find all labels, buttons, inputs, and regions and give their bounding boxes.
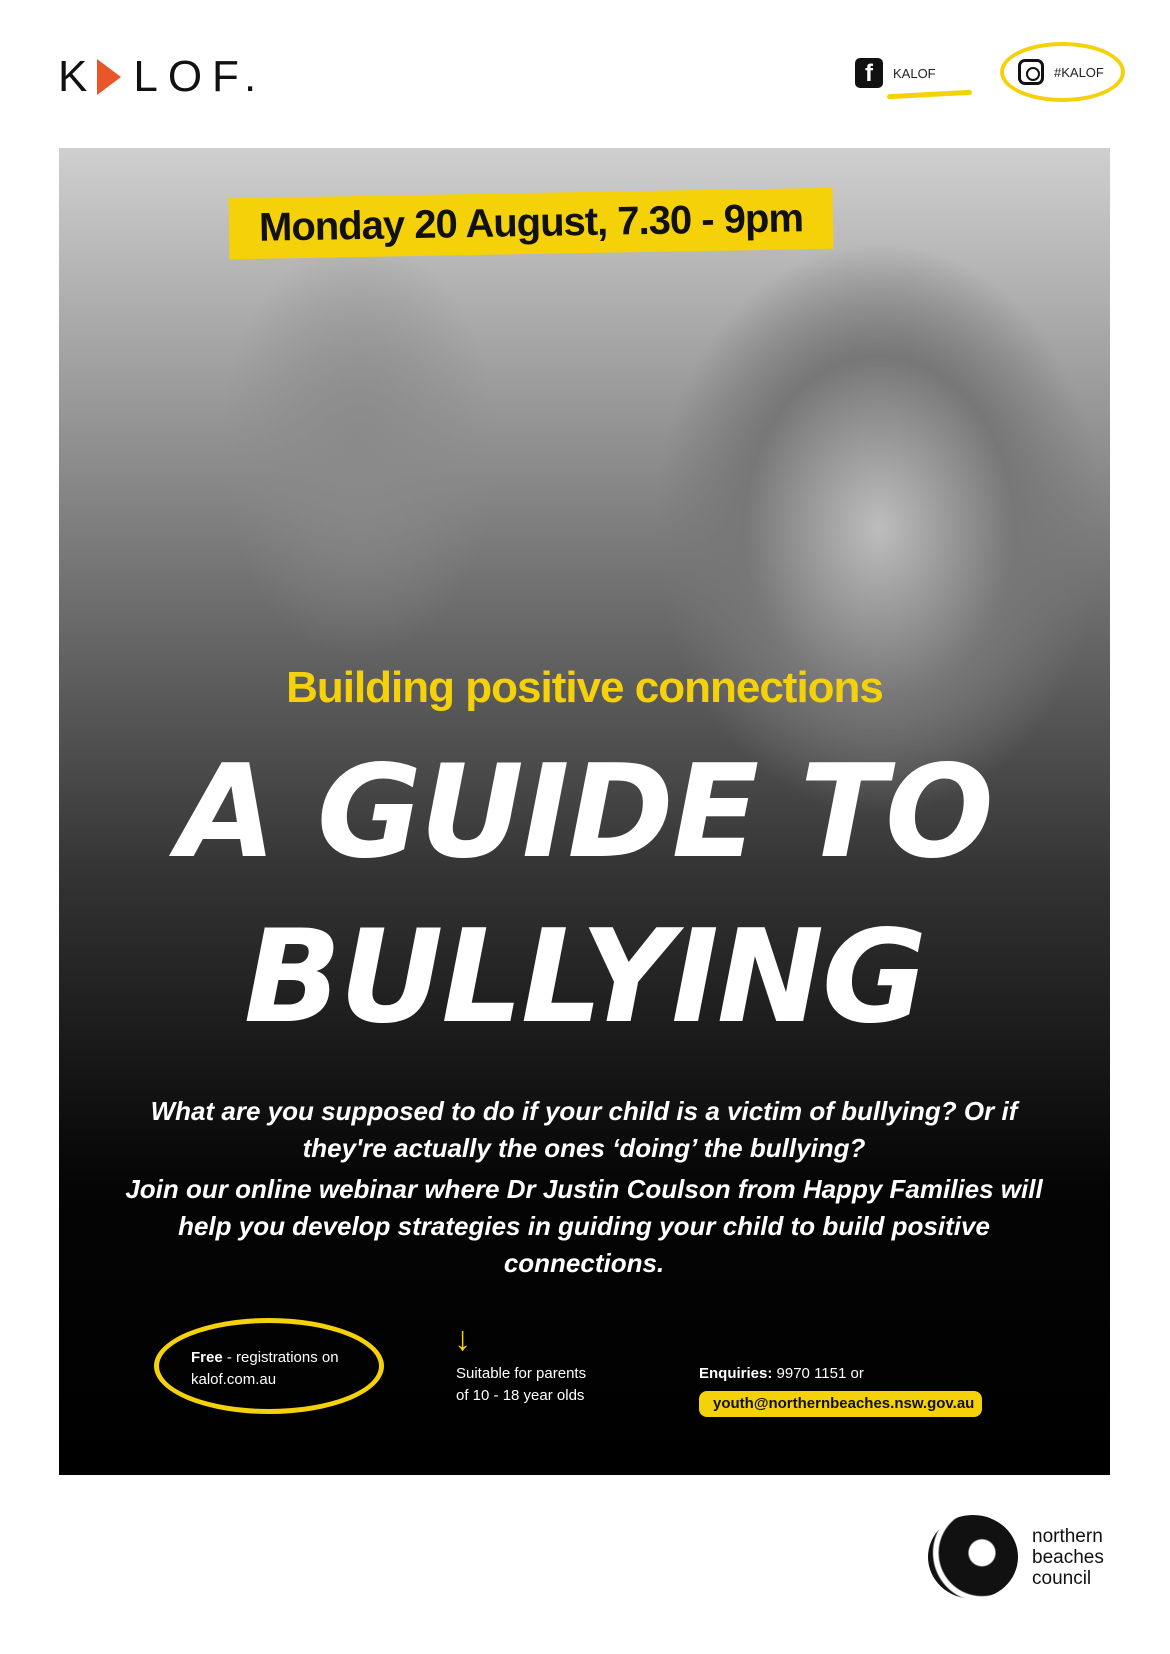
description-paragraph: Join our online webinar where Dr Justin Coulson from Happy Families will help you develop strategies in guiding your child to build positive connections. [125, 1174, 1043, 1278]
logo-letter: K [58, 52, 98, 101]
poster-photo [59, 148, 1110, 1475]
facebook-label: KALOF [893, 65, 936, 81]
kalof-logo [58, 52, 266, 102]
facebook-icon: f [855, 58, 883, 88]
free-label: Free [191, 1349, 223, 1366]
facebook-link[interactable] [855, 58, 936, 88]
registration-text: - registrations on [222, 1349, 339, 1366]
title-line-2: BULLYING [243, 903, 926, 1052]
highlight-underline [887, 90, 972, 99]
registration-info [154, 1318, 384, 1414]
instagram-icon [1018, 59, 1044, 85]
instagram-label: #KALOF [1054, 64, 1104, 80]
enquiries-phone: 9970 1151 or [772, 1365, 864, 1382]
instagram-link[interactable] [1000, 42, 1125, 102]
event-date: Monday 20 August, 7.30 - 9pm [229, 188, 834, 260]
logo-arrow-icon [97, 59, 121, 95]
council-name-line: council [1032, 1567, 1092, 1589]
enquiries-email-link[interactable]: youth@northernbeaches.nsw.gov.au [699, 1391, 982, 1417]
registration-link[interactable]: kalof.com.au [191, 1371, 277, 1388]
enquiries-info [699, 1363, 982, 1417]
council-emblem-icon [928, 1515, 1018, 1599]
title-line-1: A GUIDE TO [177, 738, 992, 887]
audience-line: of 10 - 18 year olds [456, 1387, 585, 1404]
council-name [1032, 1526, 1104, 1589]
description-paragraph: What are you supposed to do if your child is a victim of bullying? Or if they're actually the ones ‘doing’ the bullying? [150, 1096, 1018, 1163]
council-name-line: northern [1032, 1525, 1103, 1547]
northern-beaches-council-logo [928, 1515, 1104, 1599]
audience-line: Suitable for parents [456, 1365, 587, 1382]
event-subtitle: Building positive connections [286, 663, 883, 712]
logo-text: LOF. [133, 52, 267, 101]
audience-info [456, 1363, 586, 1407]
event-description [119, 1093, 1049, 1286]
council-name-line: beaches [1032, 1546, 1104, 1568]
arrow-down-icon: ↓ [454, 1320, 471, 1358]
enquiries-label: Enquiries: [699, 1365, 773, 1382]
